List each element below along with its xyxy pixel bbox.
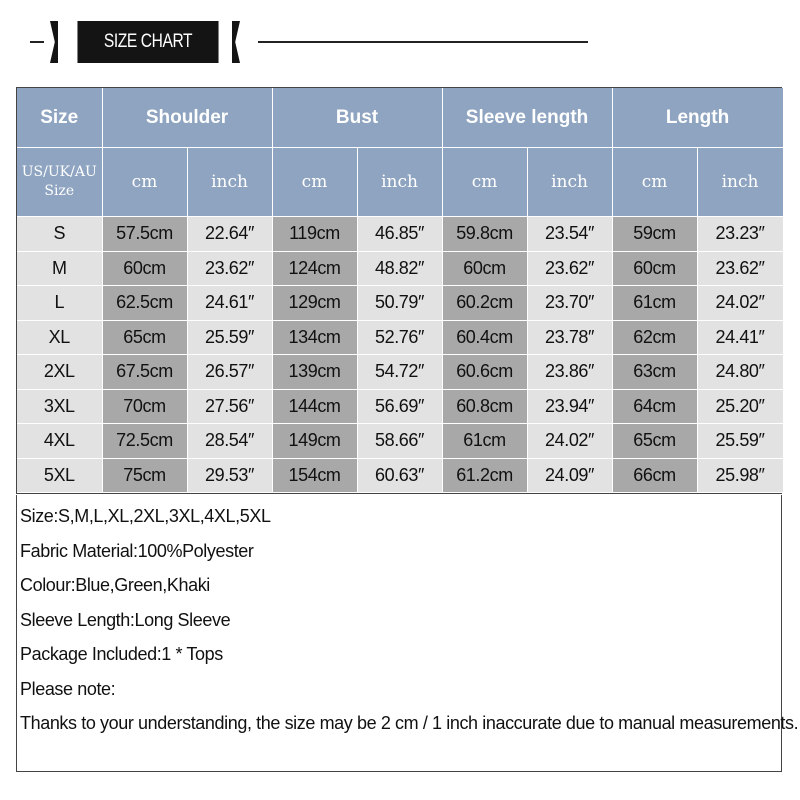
cm-cell: 67.5cm	[102, 355, 187, 390]
table-row	[17, 320, 783, 355]
cm-cell: 60.2cm	[442, 286, 527, 321]
product-notes	[16, 495, 799, 772]
inch-cell: 56.69″	[357, 389, 442, 424]
size-cell: XL	[17, 320, 102, 355]
inch-cell: 26.57″	[187, 355, 272, 390]
inch-cell: 25.20″	[697, 389, 783, 424]
inch-cell: 24.41″	[697, 320, 783, 355]
inch-cell: 23.86″	[527, 355, 612, 390]
cm-cell: 57.5cm	[102, 217, 187, 252]
unit-header: inch	[697, 148, 783, 217]
inch-cell: 60.63″	[357, 458, 442, 493]
table-row	[17, 217, 783, 252]
note-package: Package Included:1 * Tops	[20, 644, 223, 664]
inch-cell: 50.79″	[357, 286, 442, 321]
inch-cell: 25.59″	[187, 320, 272, 355]
cm-cell: 124cm	[272, 251, 357, 286]
size-cell: 2XL	[17, 355, 102, 390]
cm-cell: 66cm	[612, 458, 697, 493]
inch-cell: 24.02″	[697, 286, 783, 321]
cm-cell: 61cm	[612, 286, 697, 321]
size-chart-table	[16, 87, 782, 494]
inch-cell: 23.62″	[697, 251, 783, 286]
cm-cell: 119cm	[272, 217, 357, 252]
cm-cell: 134cm	[272, 320, 357, 355]
cm-cell: 59cm	[612, 217, 697, 252]
table-unit-row	[17, 148, 783, 217]
inch-cell: 23.62″	[187, 251, 272, 286]
note-colour: Colour:Blue,Green,Khaki	[20, 575, 210, 595]
table-row	[17, 389, 783, 424]
table-row	[17, 355, 783, 390]
note-sleeve-length: Sleeve Length:Long Sleeve	[20, 609, 231, 630]
unit-header: inch	[527, 148, 612, 217]
cm-cell: 65cm	[102, 320, 187, 355]
cm-cell: 139cm	[272, 355, 357, 390]
cm-cell: 65cm	[612, 424, 697, 459]
inch-cell: 58.66″	[357, 424, 442, 459]
cm-cell: 59.8cm	[442, 217, 527, 252]
inch-cell: 22.64″	[187, 217, 272, 252]
size-chart-header	[0, 0, 800, 80]
header-rule-right	[258, 41, 588, 43]
unit-header: inch	[357, 148, 442, 217]
size-cell: 5XL	[17, 458, 102, 493]
cm-cell: 129cm	[272, 286, 357, 321]
unit-header: cm	[612, 148, 697, 217]
inch-cell: 23.62″	[527, 251, 612, 286]
size-cell: M	[17, 251, 102, 286]
cm-cell: 72.5cm	[102, 424, 187, 459]
cm-cell: 60cm	[612, 251, 697, 286]
cm-cell: 60.6cm	[442, 355, 527, 390]
inch-cell: 28.54″	[187, 424, 272, 459]
inch-cell: 23.94″	[527, 389, 612, 424]
size-chart-title: SIZE CHART	[77, 21, 218, 63]
cm-cell: 60cm	[102, 251, 187, 286]
cm-cell: 144cm	[272, 389, 357, 424]
header-dash-left	[30, 41, 44, 43]
cm-cell: 60cm	[442, 251, 527, 286]
inch-cell: 24.09″	[527, 458, 612, 493]
inch-cell: 23.23″	[697, 217, 783, 252]
note-disclaimer: Thanks to your understanding, the size may be 2 cm / 1 inch inaccurate due to manual measurements.	[20, 713, 799, 733]
inch-cell: 46.85″	[357, 217, 442, 252]
inch-cell: 24.61″	[187, 286, 272, 321]
size-region-label: US/UK/AU	[21, 164, 97, 180]
inch-cell: 25.59″	[697, 424, 783, 459]
inch-cell: 27.56″	[187, 389, 272, 424]
cm-cell: 60.8cm	[442, 389, 527, 424]
size-cell: 3XL	[17, 389, 102, 424]
cm-cell: 64cm	[612, 389, 697, 424]
inch-cell: 29.53″	[187, 458, 272, 493]
header-bust: Bust	[272, 88, 442, 148]
size-cell: 4XL	[17, 424, 102, 459]
cm-cell: 61.2cm	[442, 458, 527, 493]
unit-header: cm	[272, 148, 357, 217]
table-row	[17, 424, 783, 459]
inch-cell: 23.70″	[527, 286, 612, 321]
header-size: Size	[17, 88, 102, 148]
inch-cell: 23.78″	[527, 320, 612, 355]
unit-header: cm	[442, 148, 527, 217]
cm-cell: 149cm	[272, 424, 357, 459]
header-size-region	[17, 148, 102, 217]
inch-cell: 52.76″	[357, 320, 442, 355]
unit-header: cm	[102, 148, 187, 217]
header-shoulder: Shoulder	[102, 88, 272, 148]
unit-header: inch	[187, 148, 272, 217]
note-fabric: Fabric Material:100%Polyester	[20, 540, 254, 561]
size-label: Size	[44, 183, 75, 199]
inch-cell: 24.02″	[527, 424, 612, 459]
cm-cell: 63cm	[612, 355, 697, 390]
banner-cap-left	[50, 21, 58, 63]
table-row	[17, 286, 783, 321]
inch-cell: 54.72″	[357, 355, 442, 390]
cm-cell: 70cm	[102, 389, 187, 424]
note-sizes: Size:S,M,L,XL,2XL,3XL,4XL,5XL	[20, 506, 271, 526]
header-length: Length	[612, 88, 783, 148]
banner-cap-right	[232, 21, 240, 63]
cm-cell: 62.5cm	[102, 286, 187, 321]
size-rows	[17, 217, 783, 493]
cm-cell: 154cm	[272, 458, 357, 493]
inch-cell: 48.82″	[357, 251, 442, 286]
size-cell: L	[17, 286, 102, 321]
table-row	[17, 458, 783, 493]
table-row	[17, 251, 783, 286]
size-cell: S	[17, 217, 102, 252]
note-please-note: Please note:	[20, 678, 116, 699]
inch-cell: 24.80″	[697, 355, 783, 390]
inch-cell: 23.54″	[527, 217, 612, 252]
inch-cell: 25.98″	[697, 458, 783, 493]
cm-cell: 75cm	[102, 458, 187, 493]
table-header-row	[17, 88, 783, 148]
cm-cell: 60.4cm	[442, 320, 527, 355]
cm-cell: 61cm	[442, 424, 527, 459]
cm-cell: 62cm	[612, 320, 697, 355]
header-sleeve-length: Sleeve length	[442, 88, 612, 148]
